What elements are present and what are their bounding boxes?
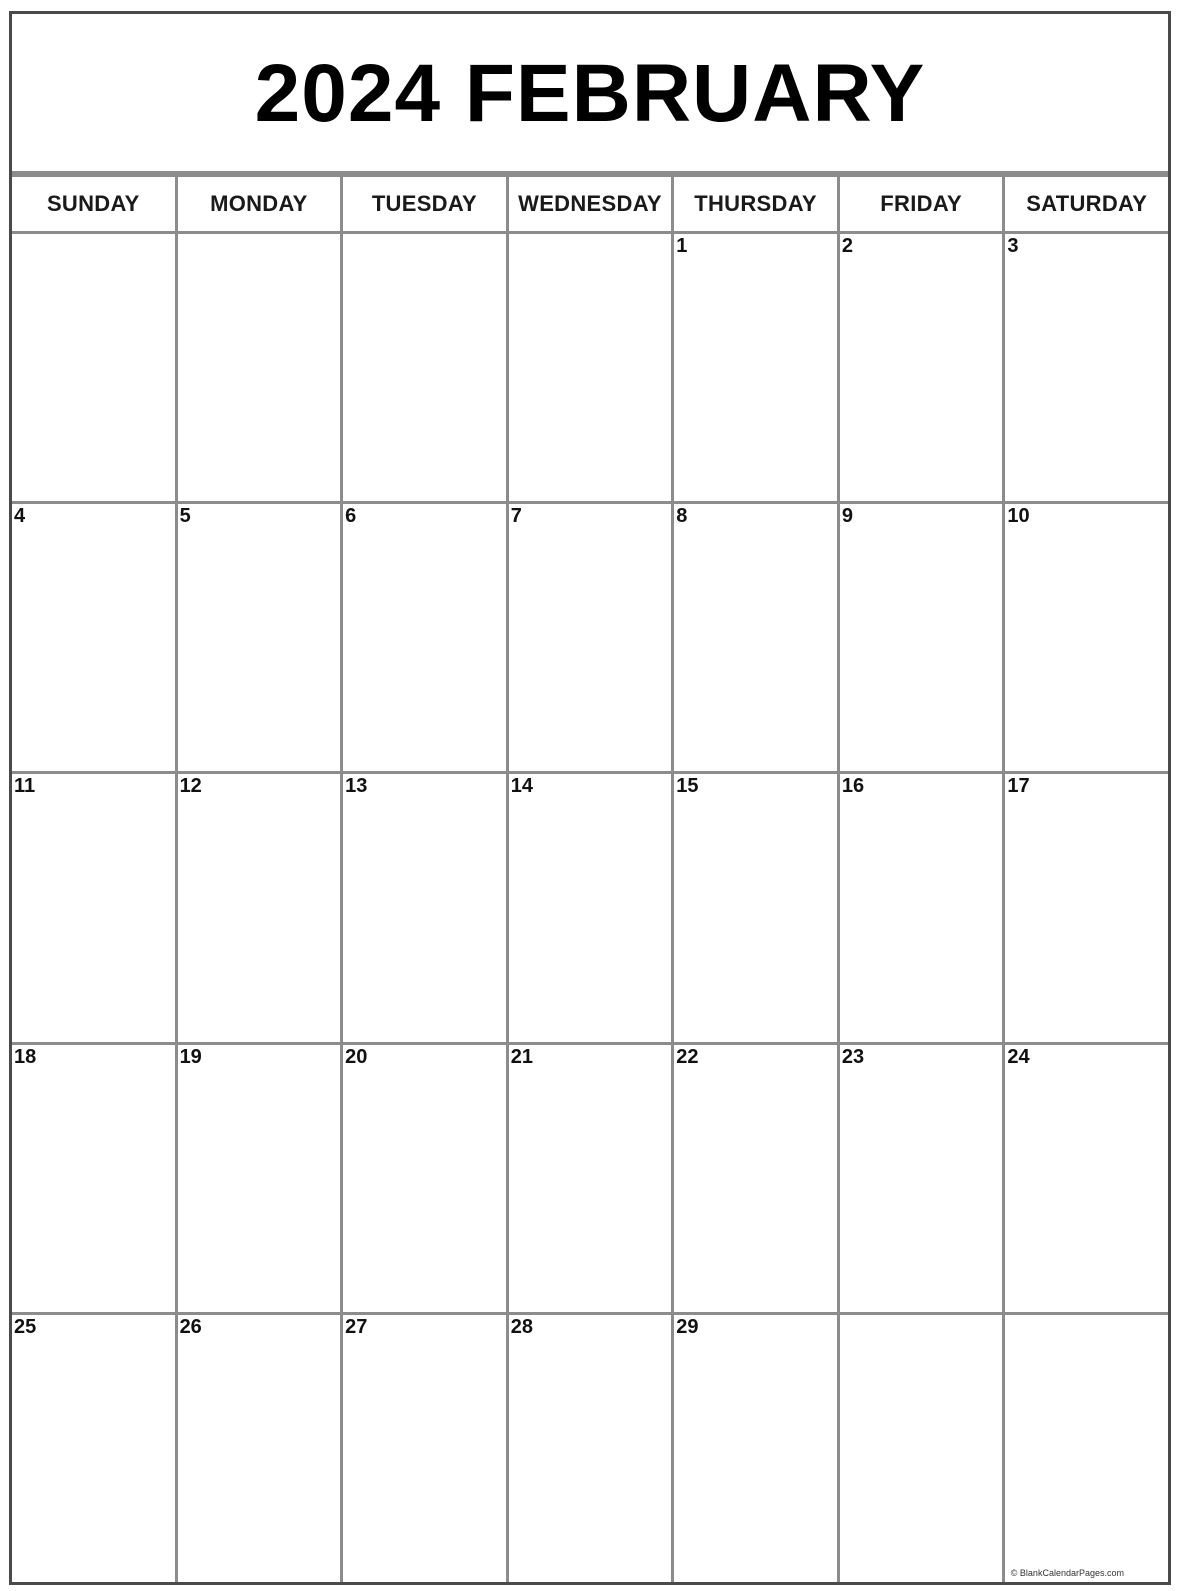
day-cell — [840, 1045, 1003, 1312]
day-number: 26 — [179, 1315, 202, 1338]
weekday-header-monday: MONDAY — [178, 177, 341, 231]
day-cell — [1005, 1045, 1168, 1312]
day-cell — [509, 1315, 672, 1582]
day-cell — [840, 1315, 1003, 1582]
day-number: 28 — [510, 1315, 533, 1338]
calendar-grid — [12, 174, 1168, 1582]
day-number: 20 — [345, 1045, 368, 1068]
day-number: 18 — [14, 1045, 37, 1068]
day-number: 12 — [179, 775, 202, 798]
day-number: 7 — [510, 505, 522, 528]
day-number: 11 — [14, 775, 36, 798]
weekday-header-wednesday: WEDNESDAY — [509, 177, 672, 231]
day-number: 21 — [510, 1045, 533, 1068]
day-number: 6 — [345, 505, 357, 528]
day-number: 16 — [841, 775, 865, 798]
site-credit: © BlankCalendarPages.com — [1010, 1568, 1124, 1578]
day-cell — [178, 1315, 341, 1582]
day-number: 17 — [1007, 775, 1030, 798]
day-number: 10 — [1007, 505, 1030, 528]
day-cell — [674, 1315, 837, 1582]
day-cell — [178, 504, 341, 771]
day-cell — [12, 774, 175, 1041]
calendar-title: 2024 FEBRUARY — [254, 47, 926, 139]
day-number: 23 — [841, 1045, 865, 1068]
day-number: 9 — [841, 505, 853, 528]
day-cell — [178, 234, 341, 501]
day-cell — [343, 1315, 506, 1582]
day-cell — [12, 1315, 175, 1582]
day-number: 5 — [179, 505, 191, 528]
day-number: 25 — [14, 1315, 37, 1338]
day-cell — [840, 504, 1003, 771]
day-number: 8 — [676, 505, 688, 528]
weekday-header-sunday: SUNDAY — [12, 177, 175, 231]
day-cell — [674, 1045, 837, 1312]
weekday-header-thursday: THURSDAY — [674, 177, 837, 231]
day-number: 24 — [1007, 1045, 1030, 1068]
day-cell — [12, 1045, 175, 1312]
day-cell — [840, 774, 1003, 1041]
day-cell — [343, 1045, 506, 1312]
day-number: 19 — [179, 1045, 202, 1068]
day-number: 22 — [676, 1045, 699, 1068]
day-cell — [178, 774, 341, 1041]
day-cell — [1005, 234, 1168, 501]
day-number: 1 — [676, 235, 688, 257]
day-cell — [674, 774, 837, 1041]
day-cell — [12, 234, 175, 501]
day-number: 13 — [345, 775, 368, 798]
day-number: 2 — [841, 235, 853, 257]
day-number: 3 — [1007, 235, 1019, 257]
day-cell — [509, 504, 672, 771]
weekday-header-saturday: SATURDAY — [1005, 177, 1168, 231]
day-number: 15 — [676, 775, 699, 798]
day-cell — [12, 504, 175, 771]
weekday-header-friday: FRIDAY — [840, 177, 1003, 231]
day-cell — [674, 234, 837, 501]
day-number: 14 — [510, 775, 533, 798]
day-cell — [674, 504, 837, 771]
weekday-header-tuesday: TUESDAY — [343, 177, 506, 231]
day-cell — [1005, 774, 1168, 1041]
day-cell — [343, 234, 506, 501]
day-cell — [1005, 1315, 1168, 1582]
day-cell — [509, 1045, 672, 1312]
day-cell — [509, 234, 672, 501]
day-cell — [343, 504, 506, 771]
title-bar — [12, 14, 1168, 174]
day-number: 27 — [345, 1315, 368, 1338]
day-cell — [1005, 504, 1168, 771]
calendar-page — [9, 11, 1171, 1585]
day-number: 4 — [14, 505, 26, 528]
day-cell — [178, 1045, 341, 1312]
day-number: 29 — [676, 1315, 699, 1338]
day-cell — [509, 774, 672, 1041]
day-cell — [343, 774, 506, 1041]
day-cell — [840, 234, 1003, 501]
